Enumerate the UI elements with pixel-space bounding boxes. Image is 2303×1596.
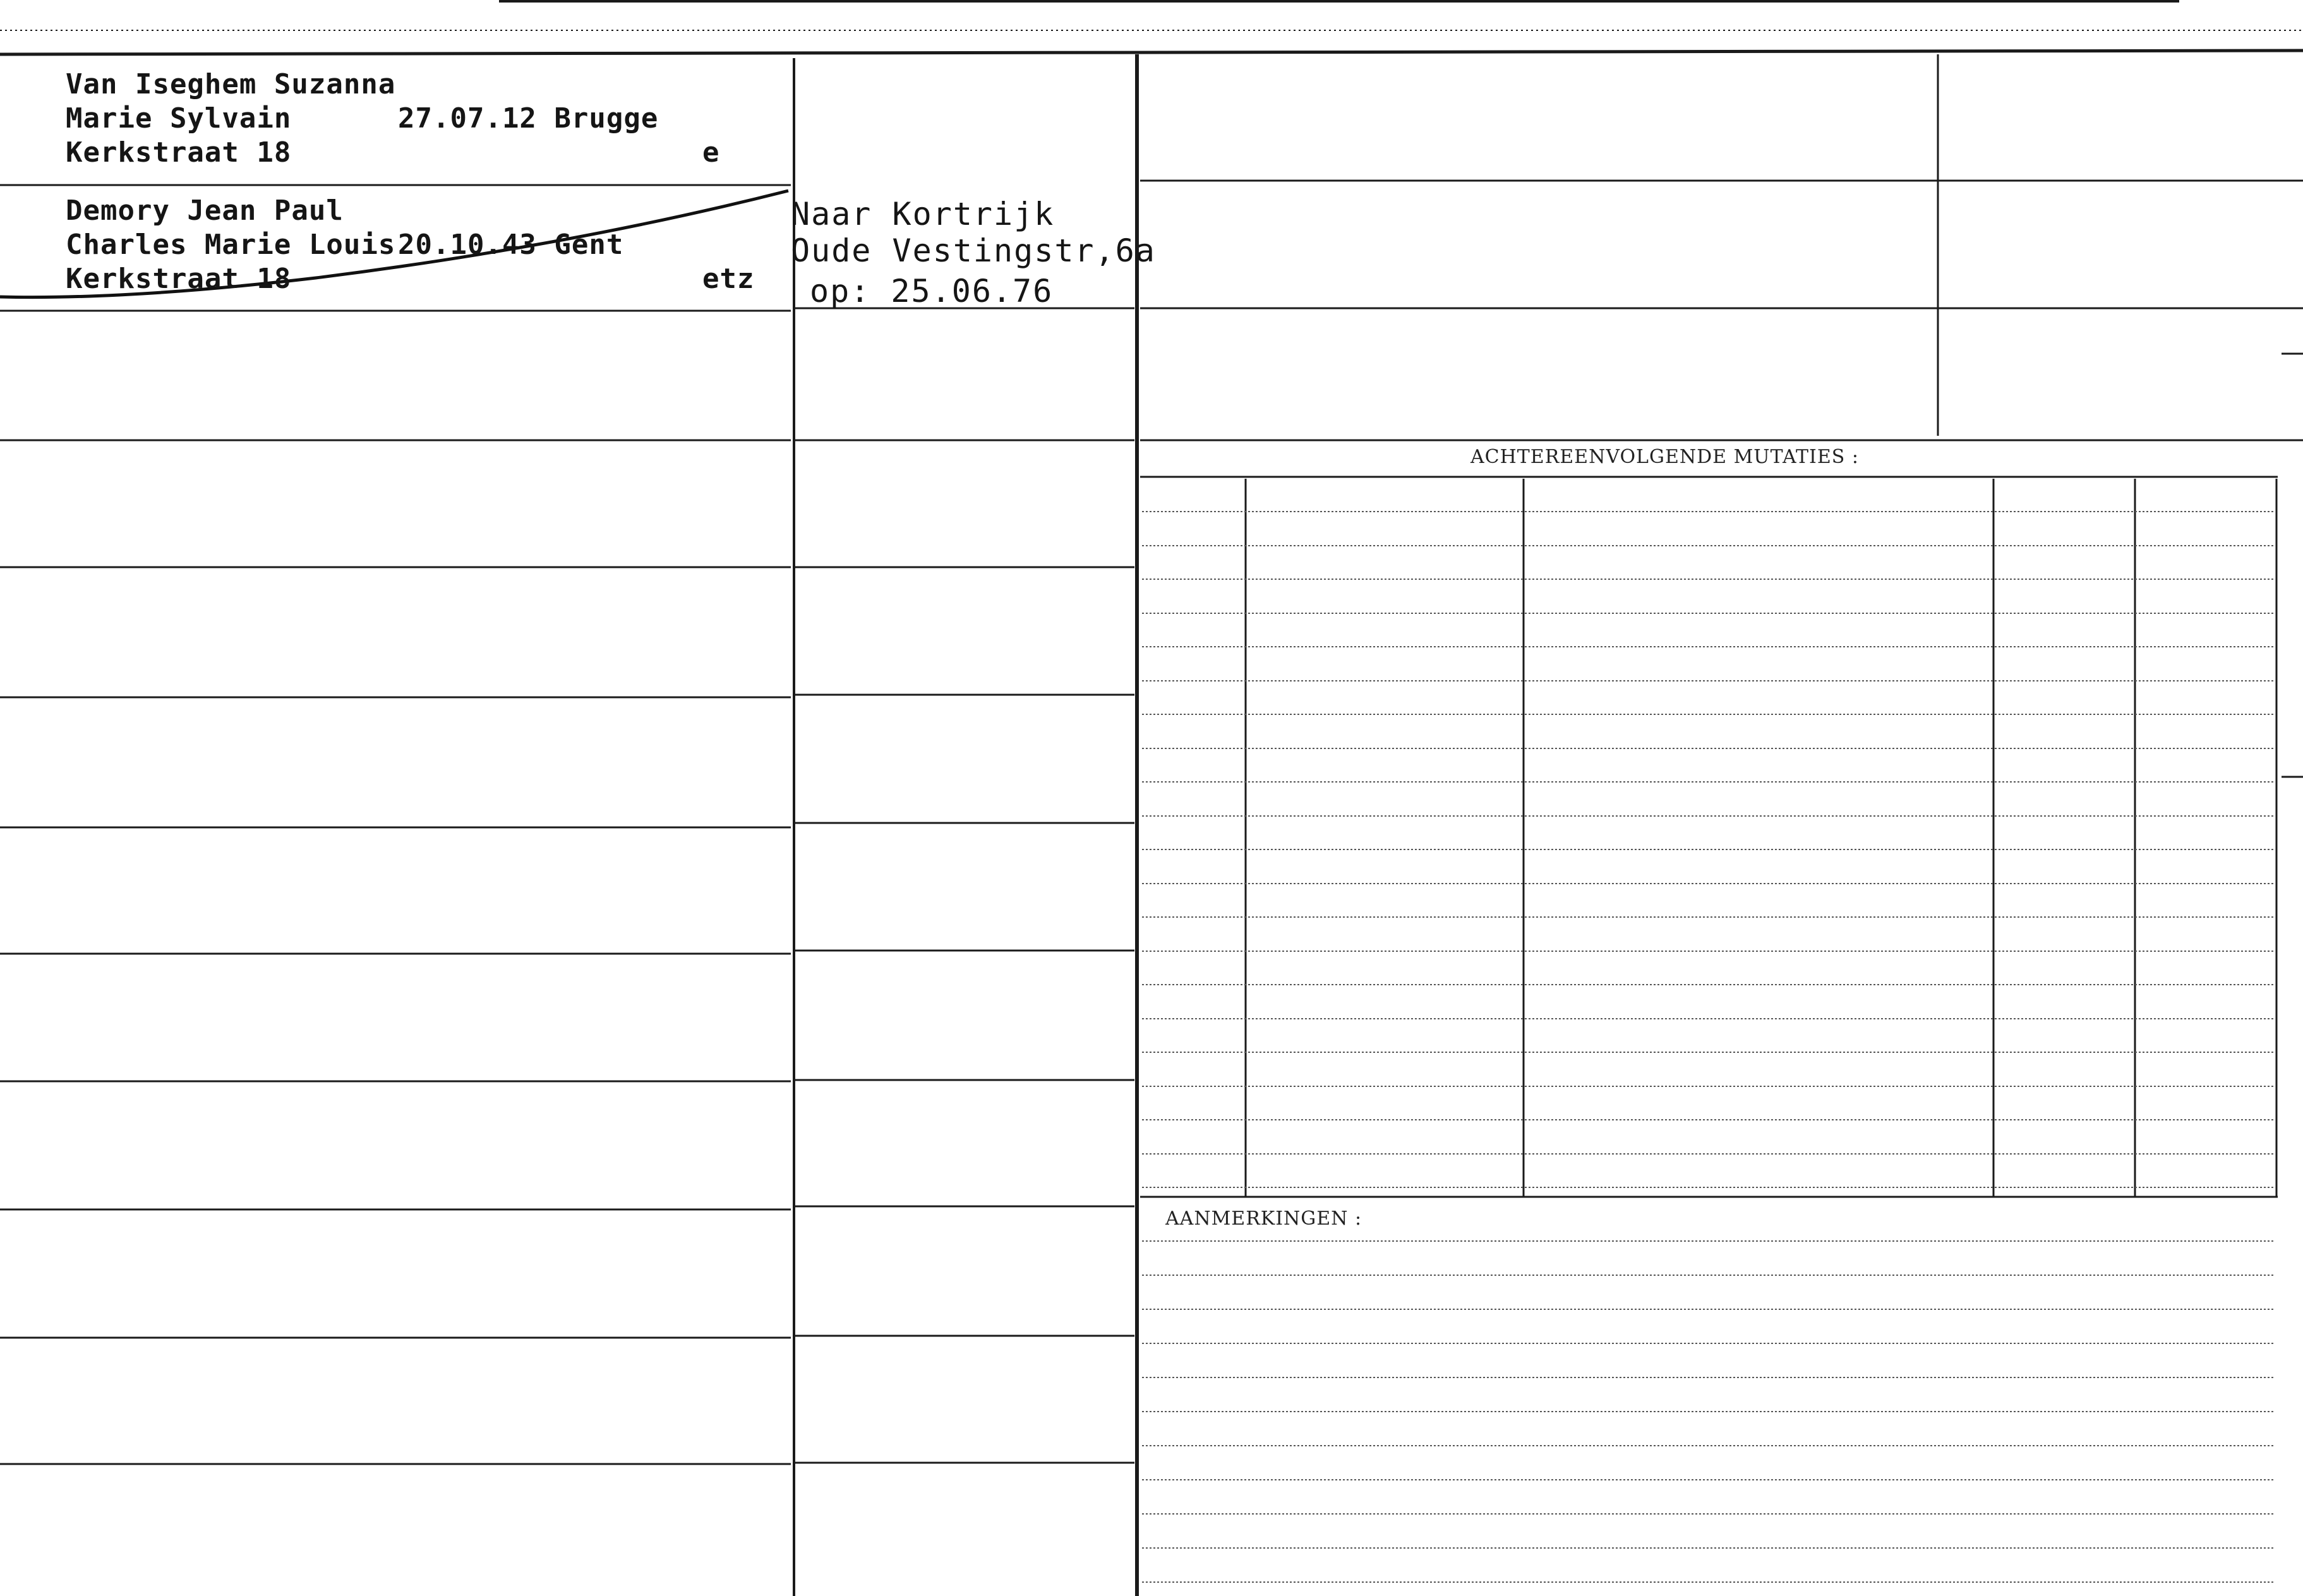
departure-line2: Oude Vestingstr,6a [791,232,1156,269]
record-2-mark: etz [702,263,755,295]
departure-line3: op: 25.06.76 [810,273,1054,309]
mutations-header: ACHTEREENVOLGENDE MUTATIES : [1470,446,1859,468]
record-2-address: Kerkstraat 18 [66,263,292,295]
record-1-name-line2: Marie Sylvain [66,102,292,135]
record-1-name-line1: Van Iseghem Suzanna [66,68,396,100]
record-2-name-line2: Charles Marie Louis [66,229,396,261]
record-1-mark: e [702,136,720,169]
departure-line1: Naar Kortrijk [791,196,1055,232]
record-1-address: Kerkstraat 18 [66,136,292,169]
record-1-birth: 27.07.12 Brugge [398,102,659,135]
record-2-name-line1: Demory Jean Paul [66,195,344,227]
remarks-header: AANMERKINGEN : [1165,1208,1362,1230]
record-2-birth: 20.10.43 Gent [398,229,624,261]
